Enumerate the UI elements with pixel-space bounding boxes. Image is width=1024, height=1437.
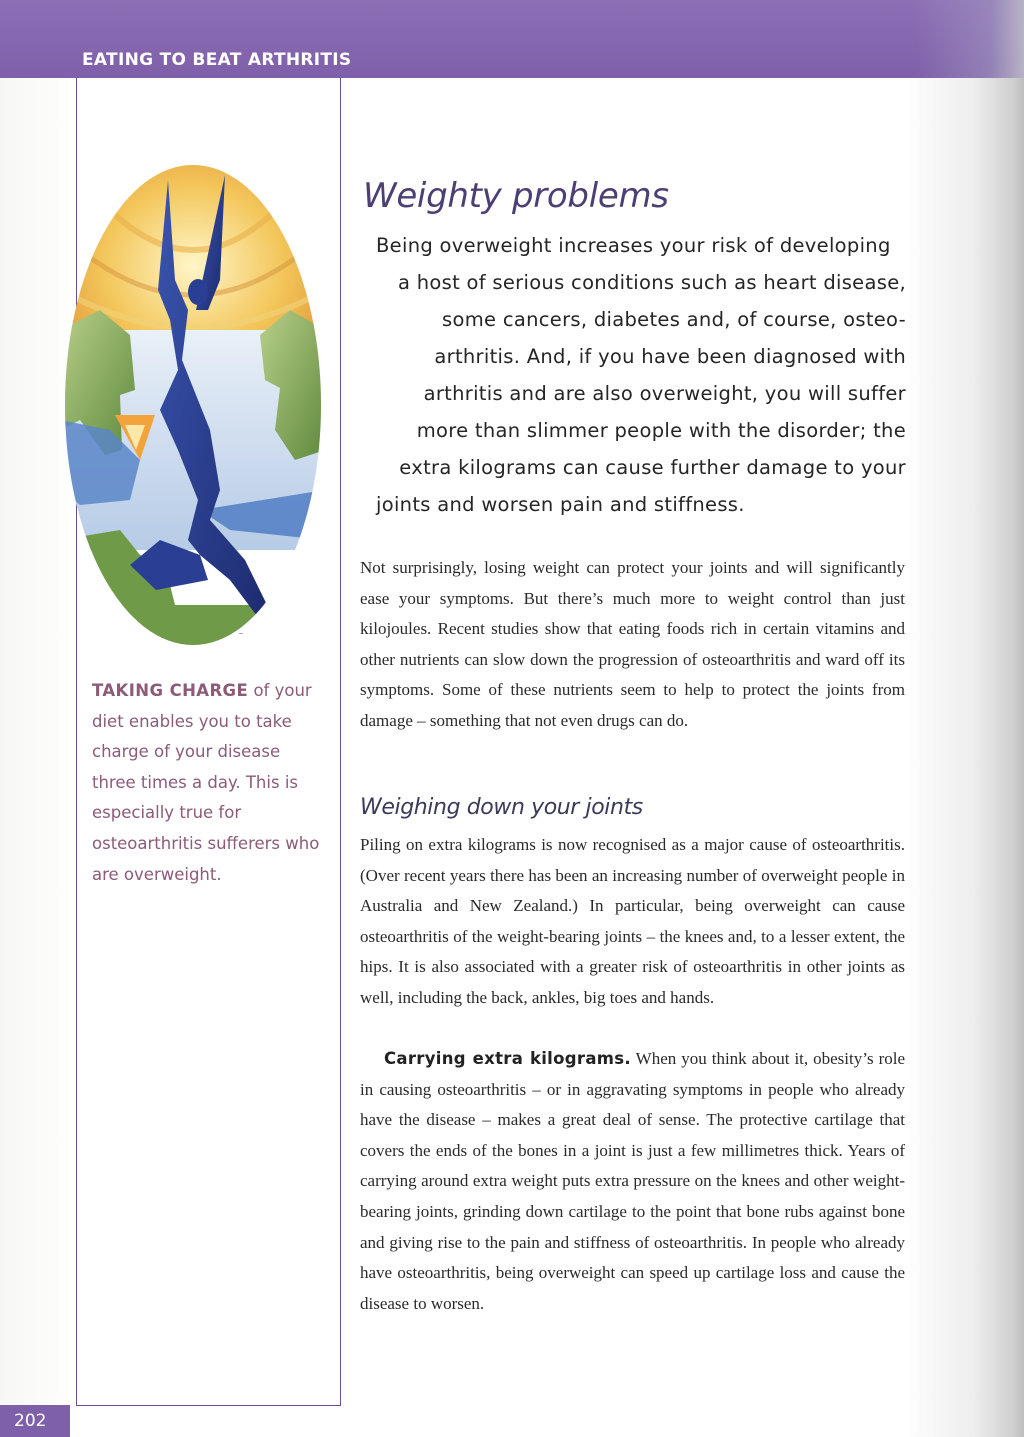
intro-line: extra kilograms can cause further damage to your xyxy=(399,456,906,479)
body-paragraph xyxy=(360,1044,905,1319)
intro-line: some cancers, diabetes and, of course, osteo- xyxy=(442,308,906,331)
intro-line: a host of serious conditions such as heart disease, xyxy=(397,271,906,294)
body-paragraph-text: When you think about it, obesity’s role in causing osteoarthritis – or in aggravating symptoms in people who already have the disease – makes a great deal of sense. The protective cartilage that covers the ends of the bones in a joint is just a few millimetres thick. Years of carrying around extra weight puts extra pressure on the knees and other weight-bearing joints, grinding down cartilage to the point that bone rubs against bone and giving rise to the pain and stiffness of osteoarthritis. In people who already have osteoarthritis, being overweight can speed up cartilage loss and cause the disease to worsen. xyxy=(360,1049,906,1313)
sidebar-rule-bottom xyxy=(76,1405,341,1406)
running-head: EATING TO BEAT ARTHRITIS xyxy=(82,50,352,70)
leaping-figure-illustration-icon xyxy=(60,160,325,650)
section-heading: Weighty problems xyxy=(363,176,669,216)
intro-line: joints and worsen pain and stiffness. xyxy=(376,493,745,516)
subheading: Weighing down your joints xyxy=(360,795,643,820)
page-number: 202 xyxy=(14,1411,47,1431)
body-paragraph: Piling on extra kilograms is now recognised as a major cause of osteoarthritis. (Over recent years there has been an increasing number of overweight people in Australia and New Zealand.) In particular, being overweight can cause osteoarthritis of the weight-bearing joints – the knees and, to a lesser extent, the hips. It is also associated with a greater risk of osteoarthritis in other joints as well, including the back, ankles, big toes and hands. xyxy=(360,835,905,1007)
body-paragraph: Not surprisingly, losing weight can protect your joints and will significantly ease your symptoms. But there’s much more to weight control than just kilojoules. Recent studies show that eating foods rich in certain vitamins and other nutrients can slow down the progression of osteoarthritis and ward off its symptoms. Some of these nutrients seem to help to protect the joints from damage – something that not even drugs can do. xyxy=(360,558,905,730)
caption-lead: TAKING CHARGE xyxy=(92,681,249,700)
artist-signature: ~ xyxy=(238,630,244,638)
intro-line: arthritis and are also overweight, you will suffer xyxy=(423,382,906,405)
intro-line: arthritis. And, if you have been diagnosed with xyxy=(434,345,906,368)
intro-line: more than slimmer people with the disorder; the xyxy=(416,419,906,442)
inline-heading: Carrying extra kilograms. xyxy=(384,1049,631,1068)
sidebar-rule-right xyxy=(340,78,341,1406)
caption-text: of your diet enables you to take charge of your disease three times a day. This is especially true for osteoarthritis sufferers who are overweight. xyxy=(92,681,320,884)
page-number-tab xyxy=(0,1405,70,1437)
intro-line: Being overweight increases your risk of developing xyxy=(376,234,891,257)
sidebar-caption xyxy=(92,676,322,890)
